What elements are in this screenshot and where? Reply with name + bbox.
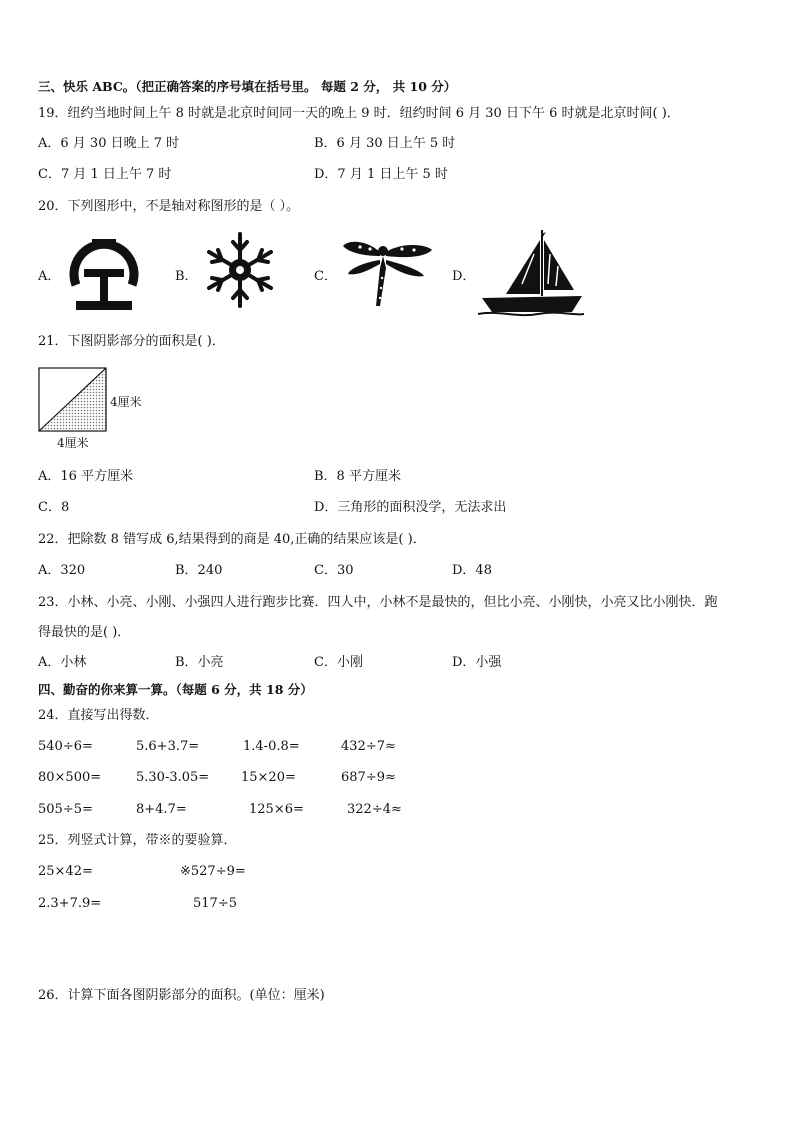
q21-option-d[interactable]: D．三角形的面积没学，无法求出	[314, 500, 507, 515]
q24-r2-c3: 15×20=	[241, 770, 296, 785]
q25-r1-c2: ※527÷9=	[180, 864, 246, 879]
q23-stem-line2: 得最快的是( )．	[38, 625, 131, 640]
q24-r1-c1: 540÷6=	[38, 739, 93, 754]
q22-stem: 22．把除数 8 错写成 6,结果得到的商是 40,正确的结果应该是( )．	[38, 532, 426, 547]
q26-stem: 26．计算下面各图阴影部分的面积。(单位：厘米)	[38, 988, 325, 1003]
q21-stem: 21．下图阴影部分的面积是( )．	[38, 334, 225, 349]
q23-option-b[interactable]: B．小亮	[175, 655, 224, 670]
q24-r1-c2: 5.6+3.7=	[136, 739, 200, 754]
q21-option-a[interactable]: A．16 平方厘米	[38, 469, 134, 484]
q25-stem: 25．列竖式计算，带※的要验算．	[38, 833, 237, 848]
q24-r1-c4: 432÷7≈	[341, 739, 396, 754]
q19-stem: 19．纽约当地时间上午 8 时就是北京时间同一天的晚上 9 时．纽约时间 6 月 30 日下午 6 时就是北京时间( )．	[38, 106, 680, 121]
snowflake-icon	[200, 230, 280, 310]
q24-r3-c2: 8+4.7=	[136, 802, 187, 817]
q20-label-a[interactable]: A．	[38, 269, 61, 284]
q20-label-d[interactable]: D．	[452, 269, 476, 284]
q24-r2-c2: 5.30-3.05=	[136, 770, 210, 785]
q25-r2-c1: 2.3+7.9=	[38, 896, 102, 911]
section4-title: 四、勤奋的你来算一算。（每题 6 分，共 18 分）	[38, 682, 313, 697]
q20-stem: 20．下列图形中，不是轴对称图形的是（ ）。	[38, 199, 300, 214]
q24-r2-c4: 687÷9≈	[341, 770, 396, 785]
q21-option-c[interactable]: C．8	[38, 500, 70, 515]
q22-option-c[interactable]: C．30	[314, 563, 354, 578]
q20-label-b[interactable]: B．	[175, 269, 198, 284]
q19-option-c[interactable]: C．7 月 1 日上午 7 时	[38, 167, 172, 182]
q24-r3-c1: 505÷5=	[38, 802, 93, 817]
q21-bottom-label: 4厘米	[57, 436, 89, 450]
q23-option-d[interactable]: D．小强	[452, 655, 502, 670]
q24-r3-c4: 322÷4≈	[347, 802, 402, 817]
q20-label-c[interactable]: C．	[314, 269, 337, 284]
q25-r2-c2: 517÷5	[193, 896, 237, 911]
q22-option-b[interactable]: B．240	[175, 563, 223, 578]
q24-stem: 24．直接写出得数．	[38, 708, 159, 723]
q23-option-c[interactable]: C．小刚	[314, 655, 363, 670]
q21-side-label: 4厘米	[110, 395, 142, 409]
q22-option-a[interactable]: A．320	[38, 563, 86, 578]
section3-title: 三、快乐 ABC。（把正确答案的序号填在括号里。 每题 2 分， 共 10 分）	[38, 79, 457, 94]
shaded-square-figure	[38, 367, 108, 433]
q22-option-d[interactable]: D．48	[452, 563, 492, 578]
q25-r1-c1: 25×42=	[38, 864, 93, 879]
q19-option-a[interactable]: A．6 月 30 日晚上 7 时	[38, 136, 180, 151]
q23-stem-line1: 23．小林、小亮、小刚、小强四人进行跑步比赛．四人中，小林不是最快的，但比小亮、小刚快，小亮又比小刚快．跑	[38, 595, 718, 610]
subway-logo-icon	[64, 233, 144, 315]
sailboat-icon	[478, 228, 584, 318]
dragonfly-icon	[340, 234, 435, 312]
q24-r2-c1: 80×500=	[38, 770, 102, 785]
q24-r1-c3: 1.4-0.8=	[243, 739, 300, 754]
q23-option-a[interactable]: A．小林	[38, 655, 87, 670]
q19-option-d[interactable]: D．7 月 1 日上午 5 时	[314, 167, 448, 182]
q24-r3-c3: 125×6=	[249, 802, 304, 817]
q21-option-b[interactable]: B．8 平方厘米	[314, 469, 401, 484]
q19-option-b[interactable]: B．6 月 30 日上午 5 时	[314, 136, 456, 151]
